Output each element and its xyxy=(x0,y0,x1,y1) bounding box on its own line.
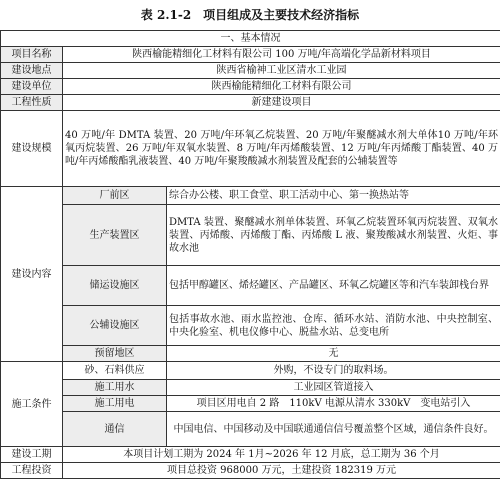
condition-item-value: 外购，不设专门的取料场。 xyxy=(167,362,500,380)
location-value: 陕西省榆神工业区清水工业园 xyxy=(63,63,500,79)
condition-item-name: 施工用电 xyxy=(63,396,167,412)
row-label-period: 建设工期 xyxy=(1,447,63,463)
condition-item-name: 通信 xyxy=(63,412,167,447)
table-row xyxy=(1,111,500,187)
condition-item-value: 中国电信、中国移动及中国联通通信信号覆盖整个区域，通信条件良好。 xyxy=(167,412,500,447)
table-row xyxy=(1,447,500,463)
table-row xyxy=(1,396,500,412)
indicator-table xyxy=(0,30,500,479)
nature-value: 新建建设项目 xyxy=(63,95,500,111)
content-item-name: 厂前区 xyxy=(63,187,167,205)
table-row xyxy=(1,362,500,380)
content-item-value: 无 xyxy=(167,346,500,362)
project-name-value: 陕西榆能精细化工材料有限公司 100 万吨/年高端化学品新材料项目 xyxy=(63,47,500,63)
table-row xyxy=(1,380,500,396)
table-row xyxy=(1,205,500,266)
period-value: 本项目计划工期为 2024 年 1月~2026 年 12 月底，总工期为 36 个月 xyxy=(63,447,500,463)
section-basic-header: 一、基本情况 xyxy=(1,31,500,47)
content-item-value: 包括甲醇罐区、烯烃罐区、产品罐区、环氧乙烷罐区等和汽车装卸栈台界 xyxy=(167,266,500,306)
row-label-location: 建设地点 xyxy=(1,63,63,79)
table-row xyxy=(1,47,500,63)
table-row xyxy=(1,79,500,95)
row-label-unit: 建设单位 xyxy=(1,79,63,95)
condition-item-value: 工业园区管道接入 xyxy=(167,380,500,396)
row-label-conditions: 施工条件 xyxy=(1,362,63,447)
condition-item-name: 砂、石料供应 xyxy=(63,362,167,380)
table-row xyxy=(1,463,500,479)
table-row xyxy=(1,187,500,205)
content-item-name: 预留地区 xyxy=(63,346,167,362)
table-row xyxy=(1,95,500,111)
table-row xyxy=(1,266,500,306)
condition-item-name: 施工用水 xyxy=(63,380,167,396)
row-label-scale: 建设规模 xyxy=(1,111,63,187)
unit-value: 陕西榆能精细化工材料有限公司 xyxy=(63,79,500,95)
table-row xyxy=(1,346,500,362)
table-row xyxy=(1,306,500,346)
content-item-value: DMTA 装置、聚醚减水剂单体装置、环氧乙烷装置环氧丙烷装置、双氧水装置、丙烯酸、丙烯酸丁酯、丙烯酸 L 液、聚羧酸减水剂装置、火炬、事故水池 xyxy=(167,205,500,266)
content-item-value: 综合办公楼、职工食堂、职工活动中心、第一换热站等 xyxy=(167,187,500,205)
table-row xyxy=(1,63,500,79)
content-item-name: 储运设施区 xyxy=(63,266,167,306)
table-title: 表 2.1-2 项目组成及主要技术经济指标 xyxy=(0,0,500,30)
content-item-name: 生产装置区 xyxy=(63,205,167,266)
row-label-content: 建设内容 xyxy=(1,187,63,362)
content-item-name: 公辅设施区 xyxy=(63,306,167,346)
row-label-investment: 工程投资 xyxy=(1,463,63,479)
scale-value: 40 万吨/年 DMTA 装置、20 万吨/年环氧乙烷装置、20 万吨/年聚醚减水剂大单体10 万吨/年环氧丙烷装置、26 万吨/年双氧水装置、8 万吨/年丙烯酸装置、12 万吨/年丙烯酸丁酯装置、40 万吨/年丙烯酸酯乳液装置、40 万吨/年聚羧酸减水剂装置及配套的公辅装置等 xyxy=(63,111,500,187)
investment-value: 项目总投资 968000 万元，土建投资 182319 万元 xyxy=(63,463,500,479)
condition-item-value: 项目区用电自 2 路 110kV 电源从清水 330kV 变电站引入 xyxy=(167,396,500,412)
table-row xyxy=(1,412,500,447)
row-label-project-name: 项目名称 xyxy=(1,47,63,63)
row-label-nature: 工程性质 xyxy=(1,95,63,111)
content-item-value: 包括事故水池、雨水监控池、仓库、循环水站、消防水池、中央控制室、中央化验室、机电仪修中心、脱盐水站、总变电所 xyxy=(167,306,500,346)
